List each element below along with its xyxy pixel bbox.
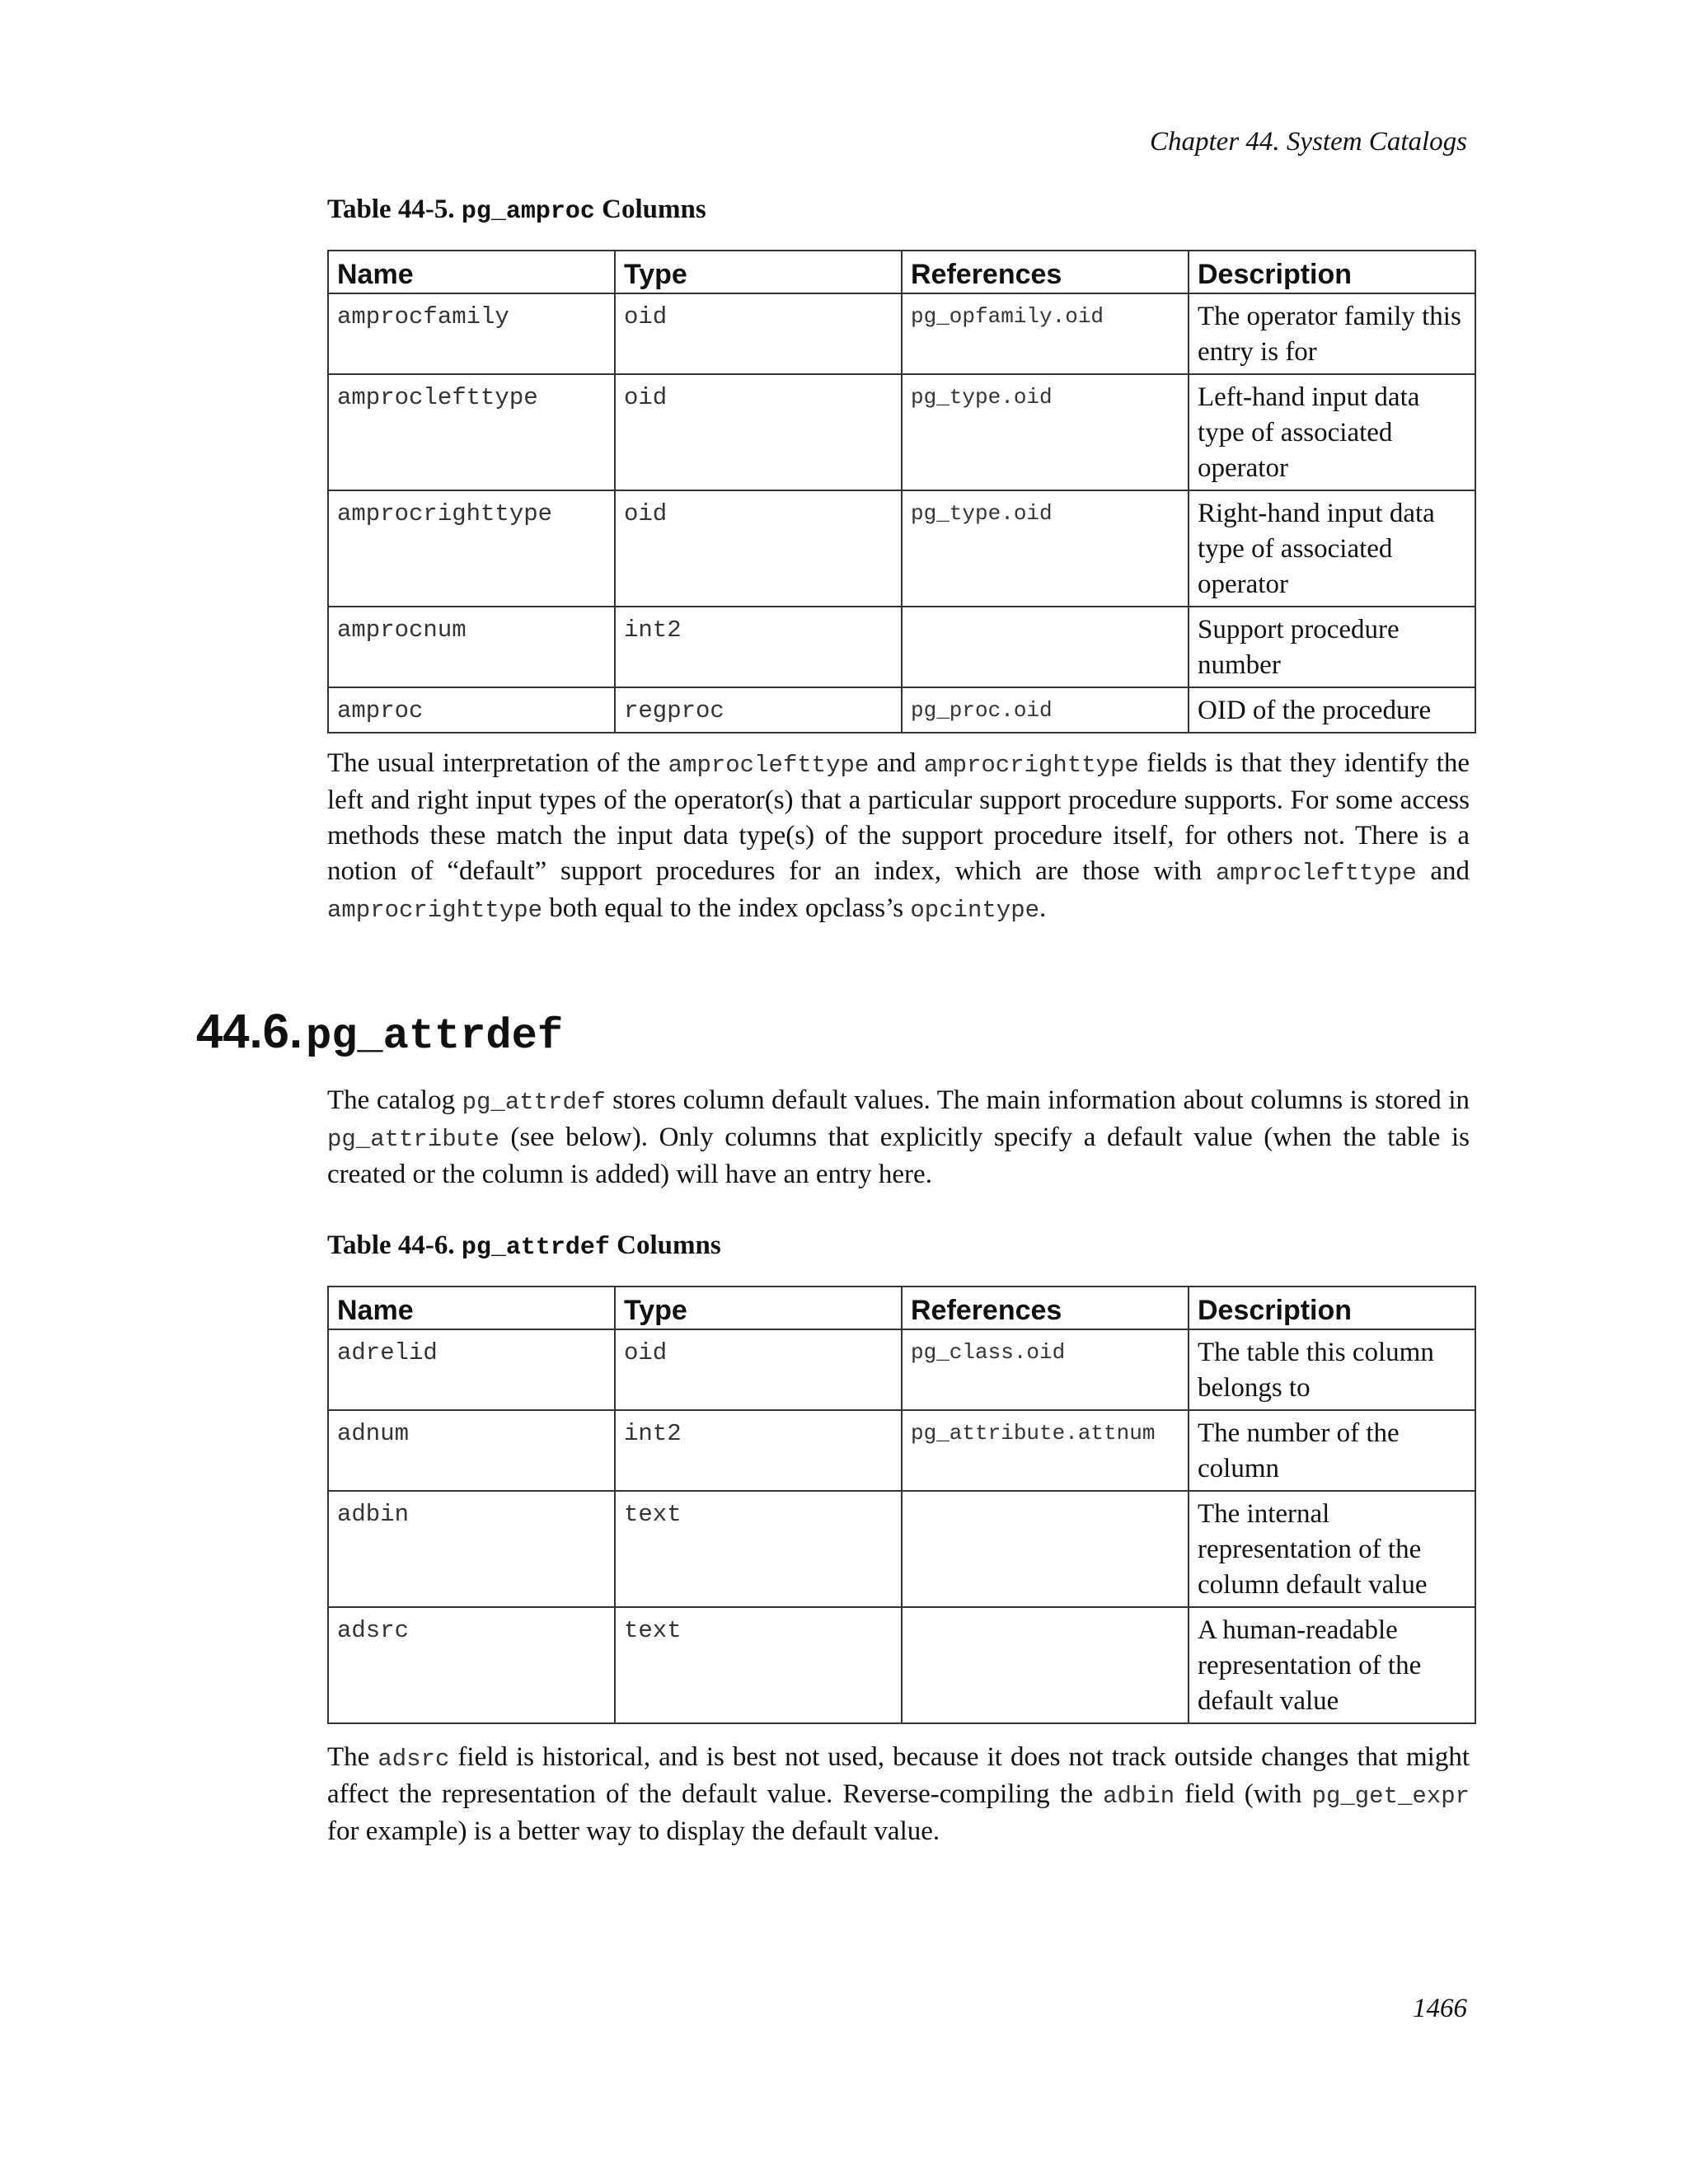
paragraph-text [327, 1083, 1470, 1193]
table-header-row [328, 251, 1475, 293]
text-run: for example) is a better way to display the default value. [327, 1816, 940, 1846]
cell-name: adrelid [328, 1329, 615, 1410]
paragraph-text [327, 746, 1470, 928]
text-run: The catalog [327, 1085, 462, 1115]
paragraph-intro [327, 1083, 1470, 1193]
column-header-description: Description [1189, 1286, 1475, 1329]
caption-prefix: Table 44-6. [327, 1230, 455, 1260]
inline-code: pg_attribute [327, 1126, 499, 1153]
cell-type: oid [615, 1329, 902, 1410]
table-amproc [327, 250, 1476, 733]
cell-name: amprocfamily [328, 293, 615, 374]
text-run: The [327, 1742, 378, 1772]
cell-description: A human-readable representation of the default value [1189, 1607, 1475, 1723]
column-header-type: Type [615, 1286, 902, 1329]
cell-type: text [615, 1491, 902, 1607]
cell-type: text [615, 1607, 902, 1723]
caption-prefix: Table 44-5. [327, 194, 455, 224]
text-run: stores column default values. The main information about columns is stored in [605, 1085, 1470, 1115]
table-caption-amproc [327, 194, 1470, 226]
cell-type: oid [615, 293, 902, 374]
table-row [328, 374, 1475, 490]
inline-code: adsrc [377, 1746, 450, 1773]
cell-description: OID of the procedure [1189, 687, 1475, 733]
caption-code: pg_attrdef [461, 1234, 610, 1262]
table-amproc-wrapper [327, 250, 1470, 733]
cell-references: pg_opfamily.oid [902, 293, 1189, 374]
text-run: fields is that they identify the left and right input types of the operator(s) that a particular support procedure supports. For some access methods these match the input data type(s) of the support procedure itself, for others not. There is a notion of “default” support procedures for an index, which are those with [327, 748, 1470, 886]
inline-code: pg_get_expr [1311, 1783, 1470, 1810]
cell-description: Right-hand input data type of associated operator [1189, 490, 1475, 607]
table-row [328, 1607, 1475, 1723]
table-attrdef [327, 1286, 1476, 1724]
paragraph-adsrc [327, 1740, 1470, 1849]
cell-description: Support procedure number [1189, 607, 1475, 687]
table-header-row [328, 1286, 1475, 1329]
cell-references: pg_class.oid [902, 1329, 1189, 1410]
column-header-references: References [902, 1286, 1189, 1329]
cell-references [902, 1491, 1189, 1607]
cell-references: pg_type.oid [902, 374, 1189, 490]
cell-references [902, 1607, 1189, 1723]
cell-references: pg_type.oid [902, 490, 1189, 607]
table-row [328, 687, 1475, 733]
inline-code: amprocrighttype [923, 752, 1139, 779]
cell-name: amprocrighttype [328, 490, 615, 607]
text-run: and [869, 748, 924, 778]
cell-references: pg_proc.oid [902, 687, 1189, 733]
cell-name: amprocnum [328, 607, 615, 687]
inline-code: pg_attrdef [462, 1089, 606, 1116]
column-header-name: Name [328, 1286, 615, 1329]
cell-type: oid [615, 490, 902, 607]
table-caption-attrdef [327, 1230, 1470, 1262]
cell-name: adbin [328, 1491, 615, 1607]
cell-name: amproclefttype [328, 374, 615, 490]
cell-references [902, 607, 1189, 687]
table-row [328, 1329, 1475, 1410]
caption-suffix: Columns [617, 1230, 721, 1260]
column-header-description: Description [1189, 251, 1475, 293]
cell-name: adsrc [328, 1607, 615, 1723]
running-header: Chapter 44. System Catalogs [1150, 127, 1467, 157]
cell-type: oid [615, 374, 902, 490]
cell-name: adnum [328, 1410, 615, 1491]
text-run: both equal to the index opclass’s [542, 893, 911, 923]
page-number: 1466 [1413, 1994, 1467, 2023]
cell-description: The table this column belongs to [1189, 1329, 1475, 1410]
inline-code: amproclefttype [1215, 860, 1417, 887]
paragraph-text [327, 1740, 1470, 1849]
column-header-references: References [902, 251, 1189, 293]
caption-code: pg_amproc [461, 198, 595, 226]
text-run: The usual interpretation of the [327, 748, 668, 778]
text-run: field (with [1175, 1779, 1312, 1809]
cell-description: The number of the column [1189, 1410, 1475, 1491]
table-row [328, 1410, 1475, 1491]
table-row [328, 490, 1475, 607]
table-row [328, 1491, 1475, 1607]
cell-type: int2 [615, 1410, 902, 1491]
cell-type: int2 [615, 607, 902, 687]
inline-code: amprocrighttype [327, 897, 543, 924]
text-run: and [1416, 856, 1470, 886]
cell-description: Left-hand input data type of associated operator [1189, 374, 1475, 490]
section-heading [196, 1004, 563, 1061]
text-run: field is historical, and is best not used, because it does not track outside changes that might affect the representation of the default value. Reverse-compiling the [327, 1742, 1470, 1809]
column-header-type: Type [615, 251, 902, 293]
cell-references: pg_attribute.attnum [902, 1410, 1189, 1491]
text-run: (see below). Only columns that explicitly specify a default value (when the table is created or the column is added) will have an entry here. [327, 1122, 1470, 1189]
inline-code: opcintype [910, 897, 1040, 924]
inline-code: adbin [1103, 1783, 1175, 1810]
cell-description: The operator family this entry is for [1189, 293, 1475, 374]
table-row [328, 293, 1475, 374]
caption-suffix: Columns [602, 194, 706, 224]
table-row [328, 607, 1475, 687]
inline-code: amproclefttype [668, 752, 870, 779]
paragraph-amproc [327, 746, 1470, 928]
table-attrdef-wrapper [327, 1286, 1470, 1724]
text-run: . [1039, 893, 1047, 923]
section-title: pg_attrdef [306, 1012, 564, 1061]
column-header-name: Name [328, 251, 615, 293]
cell-type: regproc [615, 687, 902, 733]
cell-description: The internal representation of the column default value [1189, 1491, 1475, 1607]
section-number: 44.6. [196, 1005, 302, 1058]
cell-name: amproc [328, 687, 615, 733]
